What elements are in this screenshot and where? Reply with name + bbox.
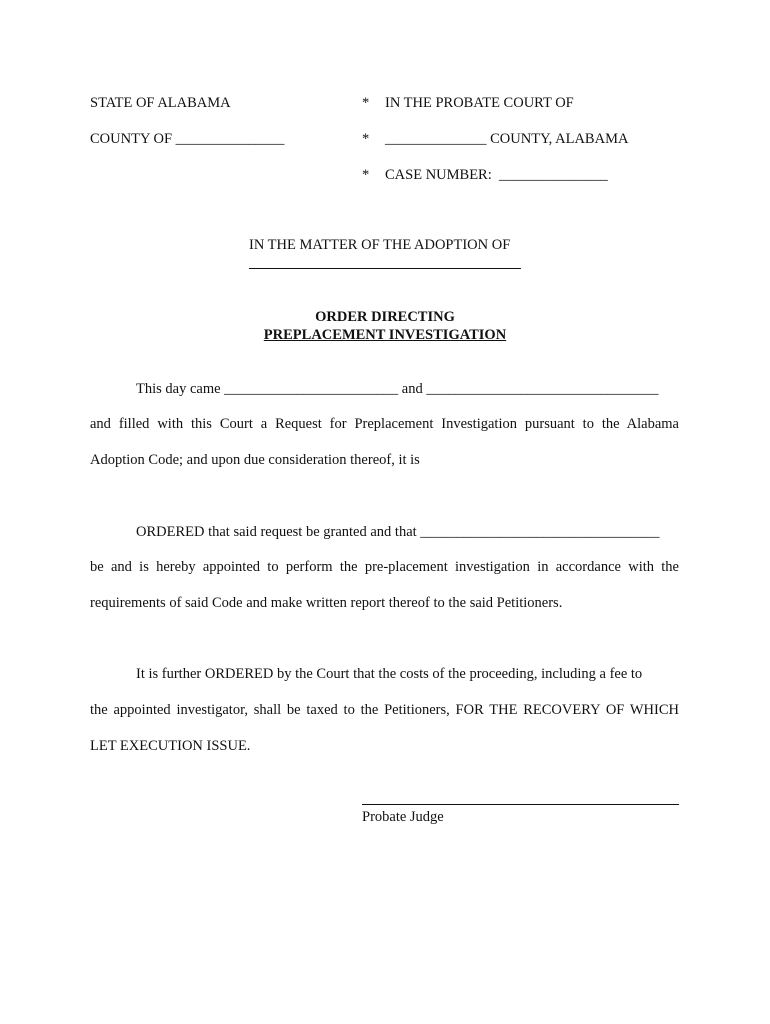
paragraph2-line1: ORDERED that said request be granted and that _________________________________ (136, 524, 660, 540)
order-title-line1: ORDER DIRECTING (315, 309, 455, 325)
adoptee-name-blank (249, 268, 521, 269)
caption-marker: * (362, 131, 370, 147)
paragraph2-line2: be and is hereby appointed to perform the pre-placement investigation in accordance with the (90, 559, 679, 575)
paragraph1-line2: and filled with this Court a Request for Preplacement Investigation pursuant to the Alabama (90, 416, 679, 432)
paragraph3-line3: LET EXECUTION ISSUE. (90, 738, 251, 754)
county-label: COUNTY OF _______________ (90, 131, 285, 147)
paragraph1-line1: This day came ________________________ and ________________________________ (136, 381, 659, 397)
signature-label: Probate Judge (362, 809, 444, 825)
paragraph3-line1: It is further ORDERED by the Court that the costs of the proceeding, including a fee to (136, 666, 643, 682)
case-number-line: CASE NUMBER: _______________ (385, 167, 608, 183)
paragraph1-line3: Adoption Code; and upon due consideration thereof, it is (90, 452, 420, 468)
paragraph2-line3: requirements of said Code and make written report thereof to the said Petitioners. (90, 595, 563, 611)
court-label: IN THE PROBATE COURT OF (385, 95, 574, 111)
order-title-line2: PREPLACEMENT INVESTIGATION (263, 327, 507, 343)
matter-heading: IN THE MATTER OF THE ADOPTION OF (249, 237, 511, 253)
state-label: STATE OF ALABAMA (90, 95, 231, 111)
caption-marker: * (362, 95, 370, 111)
paragraph3-line2: the appointed investigator, shall be taxed to the Petitioners, FOR THE RECOVERY OF WHICH (90, 702, 679, 718)
signature-line (362, 804, 679, 805)
court-county-line: ______________ COUNTY, ALABAMA (385, 131, 629, 147)
caption-marker: * (362, 167, 370, 183)
